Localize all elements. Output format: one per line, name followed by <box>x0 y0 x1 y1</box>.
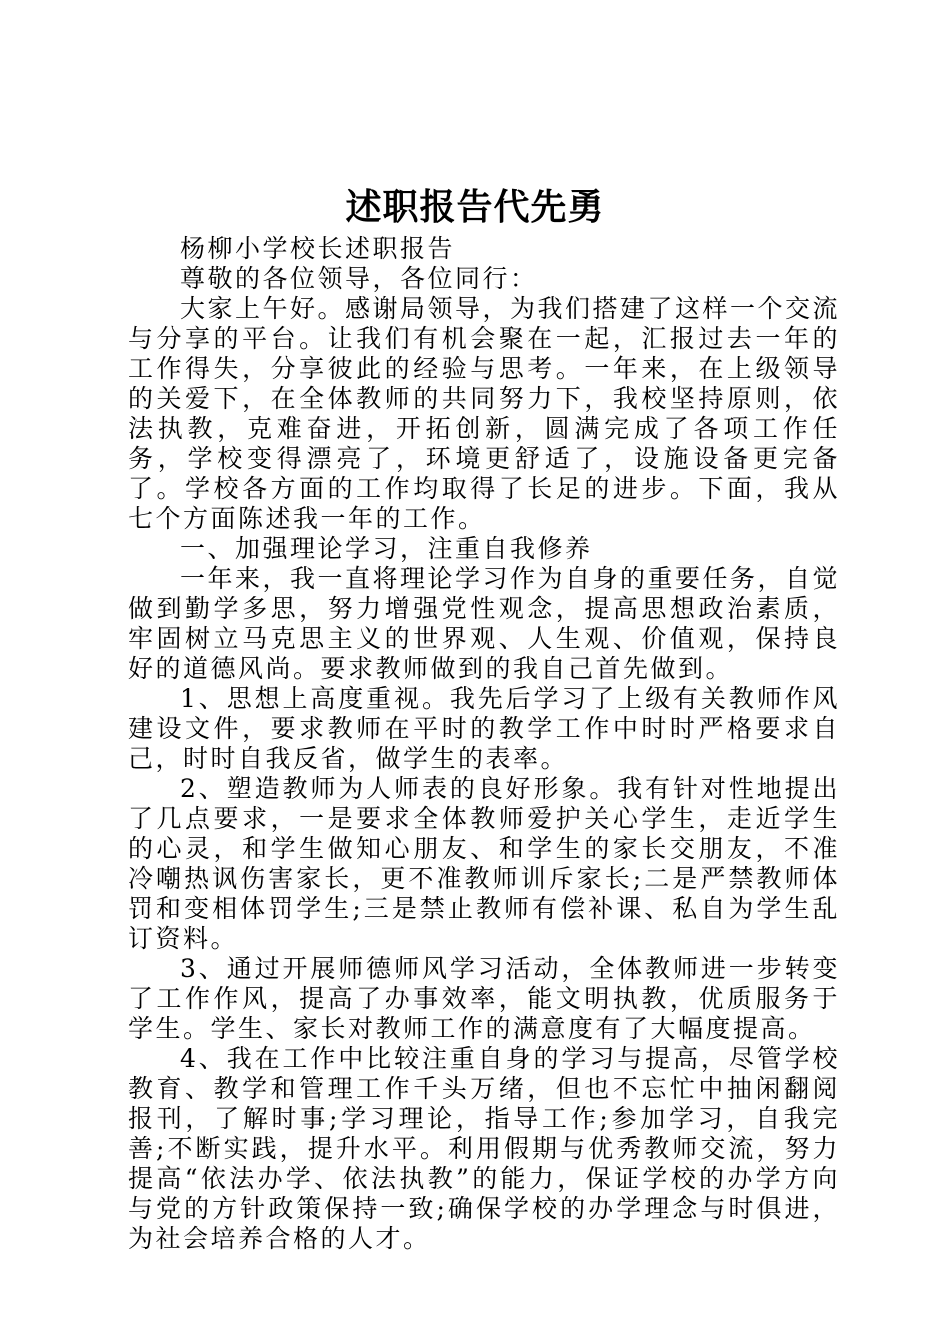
paragraph-greeting: 尊敬的各位领导，各位同行： <box>180 264 538 293</box>
document-title: 述职报告代先勇 <box>345 186 605 228</box>
paragraph-item-2: 2、塑造教师为人师表的良好形象。我有针对性地提出了几点要求，一是要求全体教师爱护关心学生，走近学生的心灵，和学生做知心朋友、和学生的家长交朋友，不准冷嘲热讽伤害家长，更不准教师训斥家长;二是严禁教师体罚和变相体罚学生;三是禁止教师有偿补课、私自为学生乱订资料。 <box>128 774 840 953</box>
paragraph-item-3: 3、通过开展师德师风学习活动，全体教师进一步转变了工作作风，提高了办事效率，能文明执教，优质服务于学生。学生、家长对教师工作的满意度有了大幅度提高。 <box>128 954 840 1043</box>
section-heading-theory-study: 一、加强理论学习，注重自我修养 <box>180 534 593 563</box>
paragraph-item-1: 1、思想上高度重视。我先后学习了上级有关教师作风建设文件，要求教师在平时的教学工作中时时严格要求自己，时时自我反省，做学生的表率。 <box>128 684 840 773</box>
paragraph-introduction: 大家上午好。感谢局领导，为我们搭建了这样一个交流与分享的平台。让我们有机会聚在一起，汇报过去一年的工作得失，分享彼此的经验与思考。一年来，在上级领导的关爱下，在全体教师的共同努力下，我校坚持原则，依法执教，克难奋进，开拓创新，圆满完成了各项工作任务，学校变得漂亮了，环境更舒适了，设施设备更完备了。学校各方面的工作均取得了长足的进步。下面，我从七个方面陈述我一年的工作。 <box>128 294 841 533</box>
document-body <box>128 234 840 1254</box>
paragraph-theory-study: 一年来，我一直将理论学习作为自身的重要任务，自觉做到勤学多思，努力增强党性观念，提高思想政治素质，牢固树立马克思主义的世界观、人生观、价值观，保持良好的道德风尚。要求教师做到的我自己首先做到。 <box>128 564 841 683</box>
paragraph-item-4: 4、我在工作中比较注重自身的学习与提高，尽管学校教育、教学和管理工作千头万绪，但也不忘忙中抽闲翻阅报刊，了解时事;学习理论，指导工作;参加学习，自我完善;不断实践，提升水平。利用假期与优秀教师交流，努力提高“依法办学、依法执教”的能力，保证学校的办学方向与党的方针政策保持一致;确保学校的办学理念与时俱进，为社会培养合格的人才。 <box>128 1044 840 1253</box>
paragraph-school-report-heading: 杨柳小学校长述职报告 <box>180 234 456 263</box>
